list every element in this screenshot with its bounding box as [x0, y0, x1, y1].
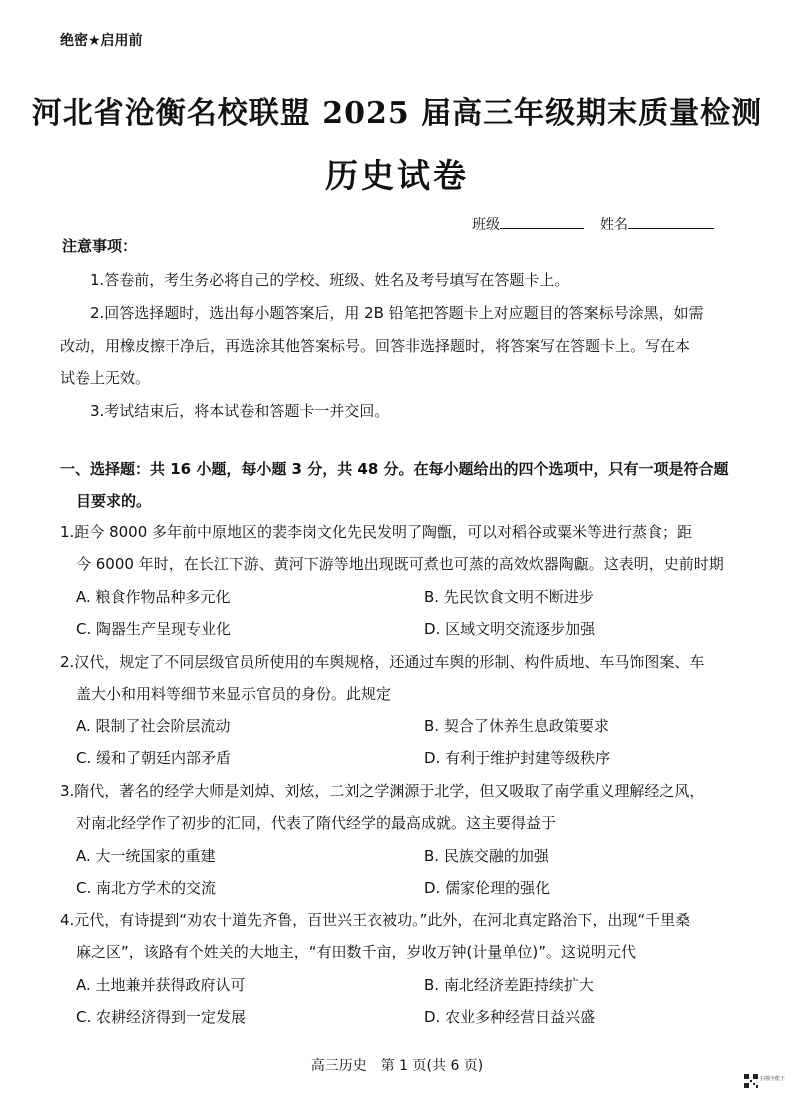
question-3-option-c: C. 南北方学术的交流 — [76, 879, 217, 897]
section-heading-line-1: 一、选择题：共 16 小题，每小题 3 分，共 48 分。在每小题给出的四个选项中，只有一项是符合题 — [60, 460, 729, 478]
notice-item-2-line-2: 改动，用橡皮擦干净后，再选涂其他答案标号。回答非选择题时，将答案写在答题卡上。写在本 — [60, 337, 691, 355]
section-heading-line-2: 目要求的。 — [76, 492, 152, 510]
question-1-option-a: A. 粮食作物品种多元化 — [76, 588, 231, 606]
notice-item-1: 1.答卷前，考生务必将自己的学校、班级、姓名及考号填写在答题卡上。 — [90, 271, 570, 289]
question-4-line-2: 麻之区”，该路有个姓关的大地主，“有田数千亩，岁收万钟(计量单位)”。这说明元代 — [76, 943, 637, 961]
exam-subtitle: 历史试卷 — [325, 156, 469, 195]
question-2-option-b: B. 契合了休养生息政策要求 — [424, 717, 609, 735]
question-2-line-1: 2.汉代，规定了不同层级官员所使用的车舆规格，还通过车舆的形制、构件质地、车马饰图案、车 — [60, 653, 705, 671]
question-1-option-d: D. 区域文明交流逐步加强 — [424, 620, 596, 638]
question-3-option-b: B. 民族交融的加强 — [424, 847, 549, 865]
name-blank — [628, 214, 714, 229]
question-1-option-c: C. 陶器生产呈现专业化 — [76, 620, 232, 638]
question-4-option-b: B. 南北经济差距持续扩大 — [424, 976, 594, 994]
question-4-option-c: C. 农耕经济得到一定发展 — [76, 1008, 247, 1026]
class-blank — [500, 214, 584, 229]
secret-mark: 绝密★启用前 — [60, 33, 143, 49]
scanner-watermark: 扫描全能王 — [760, 1076, 786, 1082]
question-3-line-2: 对南北经学作了初步的汇同，代表了隋代经学的最高成就。这主要得益于 — [76, 814, 557, 832]
question-2-option-c: C. 缓和了朝廷内部矛盾 — [76, 749, 232, 767]
question-4-option-a: A. 土地兼并获得政府认可 — [76, 976, 246, 994]
qr-code-icon — [744, 1074, 758, 1088]
name-label: 姓名 — [600, 217, 628, 233]
class-label: 班级 — [472, 217, 500, 233]
question-3-option-d: D. 儒家伦理的强化 — [424, 879, 551, 897]
notice-item-2-line-3: 试卷上无效。 — [60, 369, 151, 387]
page-footer: 高三历史 第 1 页(共 6 页) — [310, 1058, 484, 1074]
question-4-line-1: 4.元代，有诗提到“劝农十道先齐鲁，百世兴王衣被功。”此外，在河北真定路治下，出现“千里桑 — [60, 911, 691, 929]
notice-item-3: 3.考试结束后，将本试卷和答题卡一并交回。 — [90, 402, 390, 420]
question-3-option-a: A. 大一统国家的重建 — [76, 847, 216, 865]
question-3-line-1: 3.隋代，著名的经学大师是刘焯、刘炫，二刘之学渊源于北学，但又吸取了南学重义理解经之风， — [60, 782, 705, 800]
question-4-option-d: D. 农业多种经营日益兴盛 — [424, 1008, 596, 1026]
notice-item-2-line-1: 2.回答选择题时，选出每小题答案后，用 2B 铅笔把答题卡上对应题目的答案标号涂黑，如需 — [90, 304, 704, 322]
question-2-line-2: 盖大小和用料等细节来显示官员的身份。此规定 — [76, 685, 392, 703]
question-1-option-b: B. 先民饮食文明不断进步 — [424, 588, 594, 606]
question-2-option-a: A. 限制了社会阶层流动 — [76, 717, 231, 735]
question-2-option-d: D. 有利于维护封建等级秩序 — [424, 749, 611, 767]
question-1-line-2: 今 6000 年时，在长江下游、黄河下游等地出现既可煮也可蒸的高效炊器陶甗。这表明，史前时期 — [76, 555, 724, 573]
exam-title: 河北省沧衡名校联盟 2025 届高三年级期末质量检测 — [31, 96, 763, 131]
notice-heading: 注意事项： — [62, 237, 138, 255]
student-info-fields — [472, 214, 714, 234]
question-1-line-1: 1.距今 8000 多年前中原地区的裴李岗文化先民发明了陶甑，可以对稻谷或粟米等进行蒸食；距 — [60, 523, 693, 541]
